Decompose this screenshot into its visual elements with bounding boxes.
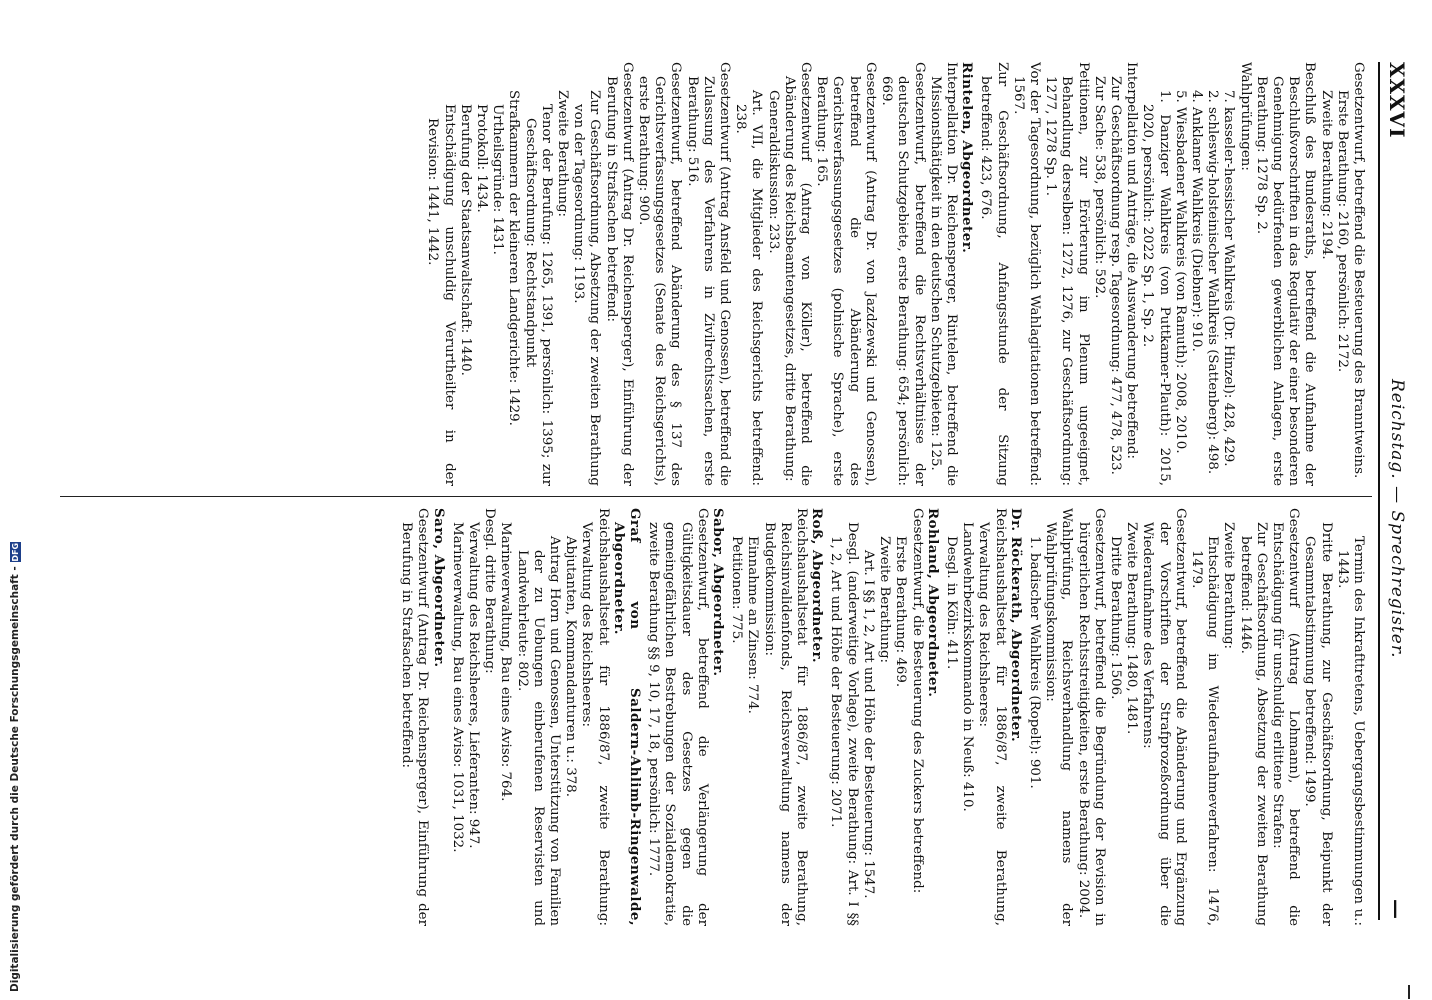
register-entry: Gesetzentwurf (Antrag Dr. von Jazdzewski und Genossen), betreffend die Abänderung des Gerichtsverfassungsgesetzes (polnische Sprache), erste Berathung: 165.: [814, 62, 878, 486]
speaker-heading: Dr. Röckerath, Abgeordneter.: [1007, 508, 1024, 743]
register-entry: Zur Geschäftsordnung, Absetzung der zweiten Berathung betreffend: 1446.: [1237, 522, 1269, 926]
register-entry: Desgl. dritte Berathung:: [482, 508, 498, 674]
register-entry: Berufung der Staatsanwaltschaft: 1440.: [457, 104, 473, 376]
digitization-sidebar: [0, 0, 26, 1000]
register-entry: Marineverwaltung, Bau eines Aviso: 1031, 1032.: [449, 522, 465, 853]
register-entry: Erste Berathung: 469.: [893, 536, 909, 688]
speaker-heading: Saro, Abgeordneter.: [430, 508, 447, 668]
register-entry: 7. kasseler-hessischer Wahlkreis (Dr. Hinzel): 428, 429.: [1221, 90, 1237, 467]
register-entry: Marineverwaltung, Bau eines Aviso: 764.: [498, 522, 514, 802]
register-entry: Reichshaushaltsetat für 1886/87, zweite Berathung, Verwaltung des Reichsheeres:: [976, 508, 1008, 926]
register-entry: Art. I §§ 1, 2, Art und Höhe der Besteuerung: 1547.: [860, 550, 876, 899]
digitization-note: [9, 542, 21, 992]
register-entry: Petitionen, zur Erörterung im Plenum ungeeignet, Behandlung derselben: 1272, 1276, zur Geschäftsordnung: 1277, 1278 Sp. 1.: [1043, 62, 1091, 486]
register-entry: Antrag Horn und Genossen, Unterstützung von Familien der zu Uebungen einberufenen Reservisten und Landwehrleute: 802.: [514, 536, 563, 926]
register-entry: Interpellation Dr. Reichensperger, Rintelen, betreffend die Missionsthätigkeit in den deutschen Schutzgebieten: 125.: [927, 62, 959, 486]
left-text-column: [40, 62, 1366, 486]
register-entry: Dritte Berathung: 1506.: [1107, 536, 1123, 700]
register-entry: Gesetzentwurf (Antrag Dr. Reichensperger), Einführung der Berufung in Strafsachen betreffend:: [399, 508, 431, 926]
speaker-heading: Rintelen, Abgeordneter.: [959, 62, 976, 254]
register-entry: Gesetzentwurf, betreffend die Besteuerung des Branntweins.: [1351, 62, 1366, 479]
register-entry: Zweite Berathung:: [555, 90, 571, 218]
register-entry: Einnahme an Zinsen: 774.: [745, 536, 761, 714]
register-entry: Wahlprüfungen:: [1237, 62, 1253, 171]
register-entry: Reichshaushaltsetat für 1886/87, zweite Berathung: Verwaltung des Reichsheeres:: [579, 508, 611, 926]
register-entry: Art. VII, die Mitglieder des Reichsgerichts betreffend: 238.: [733, 90, 765, 486]
register-entry: Gesetzentwurf (Antrag Dr. Reichensperger), Einführung der Berufung in Strafsachen betreffend:: [603, 62, 635, 486]
register-entry: Termin des Inkrafttretens, Uebergangsbestimmungen u.: 1443.: [1334, 536, 1366, 926]
register-entry: Entschädigung unschuldig Verurtheilter in der Revision: 1441, 1442.: [425, 104, 457, 486]
register-entry: Gesetzentwurf (Antrag Ansfeld und Genossen), betreffend die Zulassung des Verfahrens in Zivilrechtssachen, erste Berathung: 516.: [684, 62, 733, 486]
register-entry: 2. schleswig-holsteinischer Wahlkreis (Sattenberg): 498.: [1205, 90, 1221, 475]
register-entry: Gesetzentwurf (Antrag Lohmann), betreffend die Entschädigung für unschuldig erlittene Strafen:: [1269, 508, 1302, 926]
register-entry: Desgl. (anderweitige Vorlage), zweite Berathung: Art. I §§ 1, 2, Art und Höhe der Besteuerung: 2071.: [828, 522, 860, 926]
register-entry: Gesetzentwurf, betreffend die Rechtsverhältnisse der deutschen Schutzgebiete, erste Berathung: 654; persönlich: 669.: [879, 62, 927, 486]
register-entry: Wahlprüfung, Reichsverhandlung namens der Wahlprüfungskommission:: [1043, 508, 1075, 926]
register-entry: 1. badischer Wahlkreis (Ropelt): 901.: [1026, 536, 1042, 789]
speaker-heading: Rohland, Abgeordneter.: [924, 508, 941, 698]
speaker-heading: Roß, Abgeordneter.: [809, 508, 826, 663]
register-entry: Vor der Tagesordnung, bezüglich Wahlagitationen betreffend: 1567.: [1010, 62, 1042, 486]
register-entry: Gesetzentwurf, betreffend die Abänderung und Ergänzung der Vorschriften der Strafprozeßordnung über die Wiederaufnahme des Verfahrens:: [1140, 508, 1188, 926]
register-entry: Landwehrbezirkskommando in Neuß: 410.: [960, 522, 976, 812]
register-entry: Zweite Berathung:: [877, 536, 893, 664]
speaker-heading: Sabor, Abgeordneter.: [710, 508, 727, 677]
register-entry: Gesetzentwurf, betreffend die Verlängerung der Gültigkeitsdauer des Gesetzes gegen die gemeingefährlichen Bestrebungen der Sozialdemokratie, zweite Berathung §§ 9, 10, 17, 18, persönlich: 1777.: [646, 508, 710, 926]
register-entry: 1. Danziger Wahlkreis (von Puttkamer-Plauth): 2015, 2020, persönlich: 2022 Sp. 1, Sp. 2.: [1140, 90, 1172, 486]
right-text-column: [40, 508, 1366, 926]
register-entry: Gesetzentwurf, betreffend Abänderung des § 137 des Gerichtsverfassungsgesetzes (Senate des Reichsgerichts), erste Berathung: 900.: [636, 62, 684, 486]
register-entry: Generaldiskussion: 233.: [765, 90, 781, 254]
register-entry: Zweite Berathung: 2194.: [1318, 90, 1334, 260]
margin-tick: [1408, 985, 1410, 999]
register-entry: Strafkammern der kleineren Landgerichte: 1429.: [506, 90, 522, 426]
register-entry: Zur Geschäftsordnung, Anfangsstunde der Sitzung betreffend: 423, 676.: [978, 62, 1010, 486]
register-entry: Desgl. in Köln: 411.: [943, 536, 959, 670]
register-entry: Zur Geschäftsordnung resp. Tagesordnung: 477, 478, 523.: [1107, 76, 1123, 475]
register-entry: Abjutanten, Kommandanturen u.: 378.: [563, 536, 579, 798]
register-entry: Zweite Berathung:: [1221, 522, 1237, 650]
page-number: XXXVI: [1385, 62, 1409, 139]
speaker-heading: Graf von Saldern-Ahlimb-Ringenwalde, Abgeordneter.: [610, 508, 644, 926]
register-entry: Gesetzentwurf, betreffend die Begründung der Revision in bürgerlichen Rechtsstreitigkeiten, erste Berathung: 2004.: [1075, 508, 1107, 926]
register-entry: Dritte Berathung, zur Geschäftsordnung, Beipunkt der Gesammtabstimmung betreffend: 1499.: [1302, 522, 1334, 926]
register-entry: Gesetzentwurf (Antrag von Köller), betreffend die Abänderung des Reichsbeamtengesetzes, dritte Berathung:: [781, 62, 814, 486]
register-entry: Interpellation und Anträge, die Auswanderung betreffend:: [1124, 62, 1140, 460]
register-entry: Zur Sache: 538, persönlich: 592.: [1091, 76, 1107, 299]
register-entry: Reichshaushaltsetat für 1886/87, zweite Berathung, Reichsinvalidenfonds, Reichsverwaltung namens der Budgetkommission:: [761, 508, 810, 926]
running-header: [1378, 62, 1414, 920]
register-entry: 4. Anklamer Wahlkreis (Diebner): 910.: [1188, 90, 1204, 352]
running-title: Reichstag. — Sprechregister.: [1387, 378, 1407, 659]
register-entry: Protokoll: 1434.: [474, 104, 490, 213]
register-entry: Urtheilsgründe: 1431.: [490, 104, 506, 255]
register-entry: Zweite Berathung: 1480, 1481.: [1124, 522, 1140, 735]
register-entry: 5. Wiesbadener Wahlkreis (von Ramuth): 2008, 2010.: [1172, 90, 1188, 454]
register-entry: Tenor der Berufung: 1265, 1391, persönlich: 1395; zur Geschäftsordnung: Rechtstandpunkt: [522, 104, 554, 486]
register-entry: Entschädigung im Wiederaufnahmeverfahren: 1476, 1479.: [1188, 536, 1221, 926]
register-entry: Gesetzentwurf, die Besteuerung des Zuckers betreffend:: [909, 508, 925, 894]
register-entry: Erste Berathung: 2160, persönlich: 2172.: [1334, 90, 1350, 373]
register-entry: Verwaltung des Reichsheeres, Lieferanten: 947.: [466, 522, 482, 849]
register-entry: Petitionen: 775.: [729, 536, 745, 644]
register-entry: Beschluß des Bundesraths, betreffend die Aufnahme der Beschlußvorschriften in das Regulativ der einer besonderen Genehmigung bedürfenden gewerblichen Anlagen, erste Berathung: 1278 Sp. 2.: [1253, 62, 1318, 486]
header-end-mark: —: [1385, 899, 1409, 920]
register-entry: Zur Geschäftsordnung, Absetzung der zweiten Berathung von der Tagesordnung: 1193.: [571, 90, 603, 486]
column-divider: [60, 496, 1372, 497]
dfg-logo: DFG: [10, 542, 20, 562]
digitization-text: Digitalisierung gefördert durch die Deutsche Forschungsgemeinschaft -: [9, 566, 21, 992]
